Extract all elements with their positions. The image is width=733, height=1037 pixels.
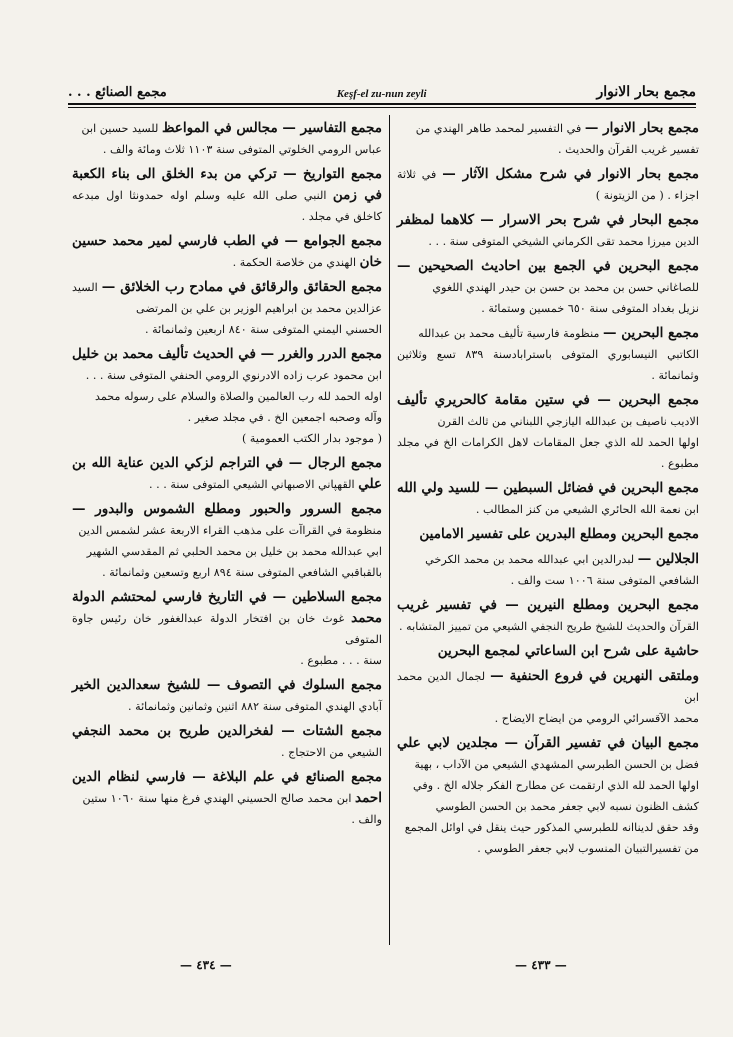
entry-headword: مجمع البحرين ومطلع النيرين — في تفسير غريب [397, 597, 699, 613]
entry-text: الكاتبي النيسابوري المتوفى باسترابادسنة ٨٣٩ تسع وثلاثين وثمانمائة . [397, 348, 699, 382]
entry-text: ( موجود بدار الكتب العمومية ) [241, 432, 382, 445]
dictionary-entry [397, 210, 699, 252]
header-rule [68, 103, 696, 105]
entry-headword: مجمع البحرين — في ستين مقامة كالحريري تأليف [397, 392, 699, 408]
entry-text: في ثلاثة اجزاء . ( من الزيتونة ) [397, 168, 699, 202]
running-header [68, 78, 696, 100]
entry-text: ابن نعمة الله الحائري الشيعي من كنز المطالب . [475, 503, 699, 516]
entry-text: من تفسيرالتبيان المنسوب لابي جعفر الطوسي . [477, 842, 699, 855]
entry-headword: مجمع التواريخ — تركي من بدء الخلق الى بناء الكعبة في زمن [72, 166, 382, 203]
entry-text: القهپاني الاصبهاني الشيعي المتوفى سنة . . . [149, 478, 355, 491]
entry-text: ابن محمد صالح الحسيني الهندي فرغ منها سنة ١٠٦٠ ستين [82, 792, 352, 805]
entry-text: الهندي من خلاصة الحكمة . [232, 256, 357, 269]
entry-headword: الجلالين — [637, 551, 699, 567]
entry-headword: مجمع البحرين في فضائل السبطين — للسيد ولي الله [397, 480, 699, 496]
entry-text: للسيد حسين ابن [81, 122, 159, 135]
entry-headword: مجمع الحقائق والرقائق في ممادح رب الخلائق — [101, 279, 383, 295]
dictionary-entry [72, 231, 382, 273]
entry-text: الشيعي من الاحتجاج . [281, 746, 382, 759]
entry-text: كشف الظنون نسبه لابي جعفر محمد بن الحسن الطوسي [435, 800, 699, 813]
entry-headword: مجمع البيان في تفسير القرآن — مجلدين لابي علي [397, 735, 699, 751]
entry-text: السيد عزالدين محمد بن ابراهيم الوزير بن علي بن المرتضى [72, 281, 382, 315]
entry-text: تفسير غريب القرآن والحديث . [558, 143, 699, 156]
header-left: مجمع الصنائع . . . [68, 85, 167, 100]
entry-text: لبدرالدين ابي عبدالله محمد بن محمد الكرخي [425, 553, 635, 566]
dictionary-entry [397, 323, 699, 386]
left-column [72, 118, 382, 834]
entry-text: الحسني اليمني المتوفى سنة ٨٤٠ اربعين وثمانمائة . [145, 323, 382, 336]
entry-headword: مجمع التفاسير — مجالس في المواعظ [161, 120, 382, 136]
entry-text: للصاغاني حسن بن محمد بن حسن بن حيدر الهندي اللغوي [432, 281, 699, 294]
dictionary-entry [72, 277, 382, 340]
entry-headword: حاشية على شرح ابن الساعاتي لمجمع البحرين [437, 643, 699, 659]
dictionary-entry [72, 344, 382, 449]
entry-text: القرآن والحديث للشيخ طريح النجفي الشيعي من تمييز المتشابه . [398, 620, 699, 633]
entry-headword: مجمع الرجال — في التراجم لزكي الدين عناية الله بن علي [72, 455, 382, 492]
dictionary-entry [397, 118, 699, 160]
entry-text: عباس الرومي الخلوتي المتوفى سنة ١١٠٣ ثلاث ومائة والف . [102, 143, 382, 156]
dictionary-entry [72, 721, 382, 763]
entry-headword: مجمع السرور والحبور ومطلع الشموس والبدور — [72, 501, 382, 517]
entry-text: منظومة في القراآت على مذهب القراء الاربعة عشر لشمس الدين [78, 524, 382, 537]
entry-text: النبي صلى الله عليه وسلم اوله حمدونثا اول مبدعه كاخلق في مجلد . [72, 189, 382, 223]
dictionary-entry [397, 256, 699, 319]
entry-headword: مجمع الدرر والغرر — في الحديث تأليف محمد بن خليل [72, 346, 382, 362]
entry-text: وقد حقق لديناانه للطبرسي المذكور حيث ينقل في اوائل المجمع [404, 821, 699, 834]
entry-text: اولها الحمد لله الذي ارتقمت عن مطارح الفكر جلاله الخ . وفي [413, 779, 699, 792]
entry-headword: مجمع الصنائع في علم البلاغة — فارسي لنظام الدين احمد [72, 769, 382, 806]
entry-text: نزيل بغداد المتوفى سنة ٦٥٠ خمسين وستمائة . [481, 302, 699, 315]
entry-text: منظومة فارسية تأليف محمد بن عبدالله [418, 327, 600, 340]
dictionary-entry [72, 164, 382, 227]
dictionary-entry [397, 733, 699, 859]
entry-headword: مجمع الشتات — لفخرالدين طريح بن محمد النجفي [72, 723, 382, 739]
entry-text: اوله الحمد لله رب العالمين والصلاة والسلام على رسوله محمد [94, 390, 382, 403]
entry-headword: مجمع البحرين — [603, 325, 699, 341]
entry-text: لجمال الدين محمد ابن [397, 670, 699, 704]
dictionary-entry [72, 675, 382, 717]
entry-text: في التفسير لمحمد طاهر الهندي من [415, 122, 582, 135]
entry-text: غوث خان بن افتخار الدولة عبدالغفور خان رئيس جاوة المتوفى [72, 612, 382, 646]
entry-text: وآله وصحبه اجمعين الخ . في مجلد صغير . [187, 411, 382, 424]
entry-text: آبادي الهندي المتوفى سنة ٨٨٢ اثنين وثمانين وثمانمائة . [127, 700, 382, 713]
entry-text: الدين ميرزا محمد تقى الكرماني الشيخي المتوفى سنة . . . [428, 235, 699, 248]
dictionary-entry [72, 587, 382, 671]
dictionary-entry [72, 767, 382, 830]
dictionary-entry [397, 641, 699, 662]
dictionary-entry [72, 118, 382, 160]
dictionary-entry [397, 666, 699, 729]
entry-text: والف . [351, 813, 382, 826]
entry-headword: مجمع البحرين ومطلع البدرين على تفسير الامامين [419, 526, 699, 542]
column-divider [389, 115, 390, 945]
entry-text: سنة . . . مطبوع . [300, 654, 382, 667]
entry-text: اولها الحمد لله الذي جعل المقامات لاهل الكرامات الخ في مجلد مطبوع . [397, 436, 699, 470]
entry-text: ابن محمود عرب زاده الادرنوي الرومي الحنفي المتوفى سنة . . . [85, 369, 382, 382]
entry-headword: وملتقى النهرين في فروع الحنفية — [490, 668, 699, 684]
entry-text: محمد الآقسرائي الرومي من ايضاح الايضاح . [494, 712, 699, 725]
dictionary-entry [397, 164, 699, 206]
entry-headword: مجمع البحار في شرح بحر الاسرار — كلاهما لمظفر [397, 212, 699, 228]
entry-headword: مجمع السلاطين — في التاريخ فارسي لمحتشم الدولة محمد [72, 589, 383, 626]
page-number-left: — ٤٣٤ — [180, 958, 232, 972]
entry-text: الاديب ناصيف بن عبدالله اليازجي اللبناني من ثالث القرن [437, 415, 699, 428]
dictionary-entry [397, 595, 699, 637]
dictionary-entry [72, 499, 382, 583]
entry-text: الشافعي المتوفى سنة ١٠٠٦ ست والف . [510, 574, 699, 587]
right-column [397, 118, 699, 863]
header-right: مجمع بحار الانوار [596, 84, 696, 100]
dictionary-entry [72, 453, 382, 495]
dictionary-entry [397, 549, 699, 591]
dictionary-entry [397, 478, 699, 520]
entry-text: بالقباقبي الشافعي المتوفى سنة ٨٩٤ اربع وتسعين وثمانمائة . [102, 566, 382, 579]
dictionary-entry [397, 524, 699, 545]
dictionary-entry [397, 390, 699, 474]
entry-text: فضل بن الحسن الطبرسي المشهدي الشيعي من الآداب ، بهية [414, 758, 699, 771]
page-number-right: — ٤٣٣ — [515, 958, 567, 972]
header-rule-thin [68, 107, 696, 108]
entry-headword: مجمع بحار الانوار — [584, 120, 699, 136]
header-center: Keşf-el zu-nun zeyli [336, 88, 427, 100]
entry-headword: مجمع البحرين في الجمع بين احاديث الصحيحين — [397, 258, 699, 274]
entry-headword: مجمع بحار الانوار في شرح مشكل الآثار — [442, 166, 699, 182]
entry-headword: مجمع الجوامع — في الطب فارسي لمير محمد حسين خان [72, 233, 382, 270]
entry-text: ابي عبدالله محمد بن خليل بن محمد الحلبي ثم المقدسي الشهير [86, 545, 382, 558]
entry-headword: مجمع السلوك في التصوف — للشيخ سعدالدين الخير [72, 677, 382, 693]
